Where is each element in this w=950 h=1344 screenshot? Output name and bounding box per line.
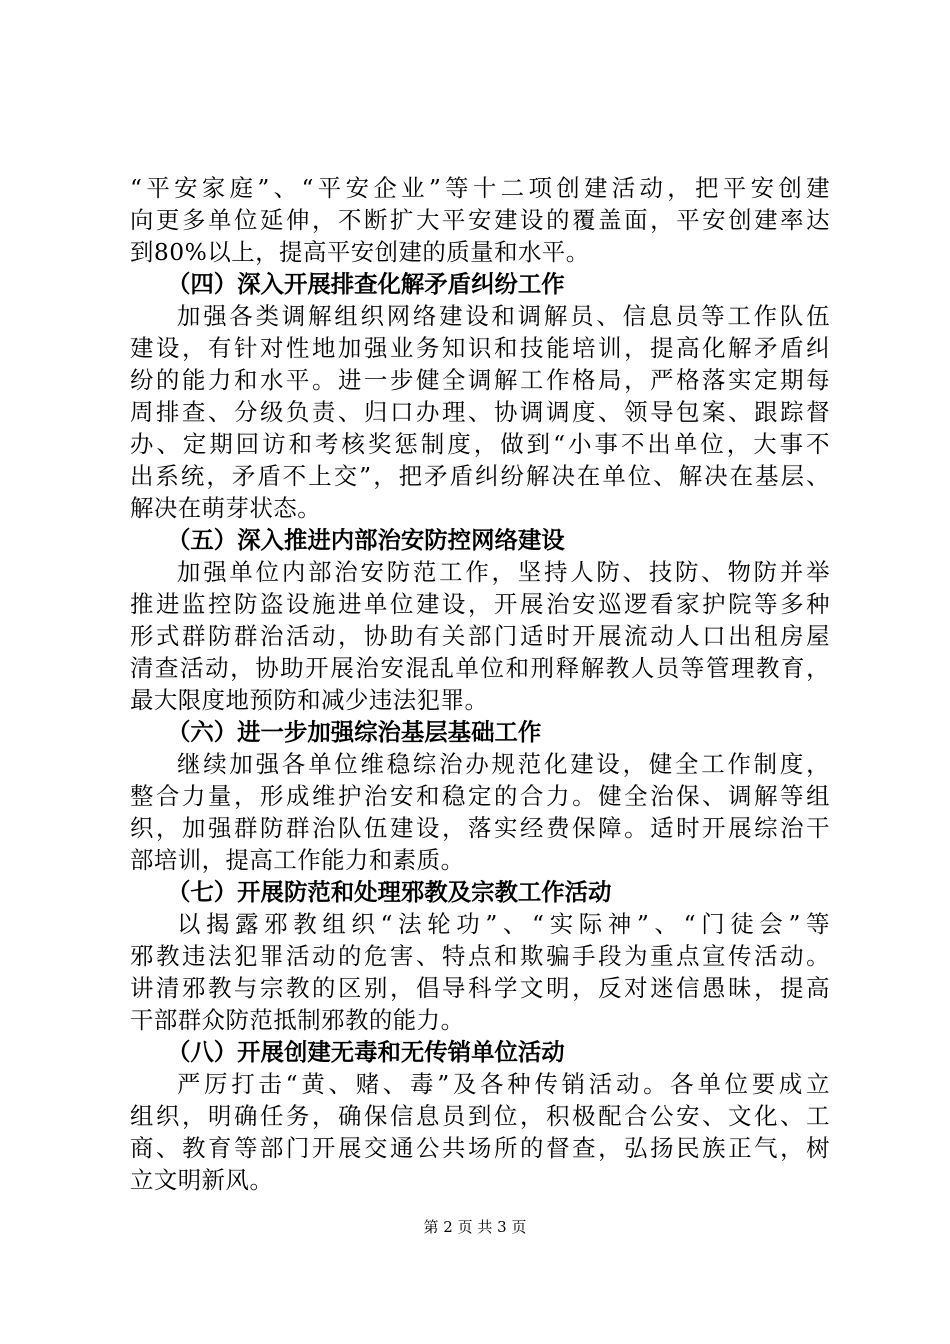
section-heading: （四）深入开展排查化解矛盾纠纷工作 (167, 270, 565, 298)
document-body (130, 172, 830, 1196)
paragraph (130, 172, 830, 268)
text-line: 干部群众防范抵制邪教的能力。 (130, 1006, 465, 1034)
text-line: 向更多单位延伸，不断扩大平安建设的覆盖面，平安创建率达 (130, 206, 830, 234)
text-line: 讲清邪教与宗教的区别，倡导科学文明，反对迷信愚昧，提高 (130, 974, 830, 1002)
text-line: 商、教育等部门开展交通公共场所的督查，弘扬民族正气，树 (130, 1134, 830, 1162)
paragraph (130, 908, 830, 1036)
text-line: 推进监控防盗设施进单位建设，开展治安巡逻看家护院等多种 (130, 590, 830, 618)
text-line: 组织，明确任务，确保信息员到位，积极配合公安、文化、工 (130, 1102, 830, 1130)
text-line: 严厉打击“黄、赌、毒”及各种传销活动。各单位要成立 (177, 1070, 830, 1098)
section-heading: （五）深入推进内部治安防控网络建设 (167, 526, 565, 554)
text-line: 周排查、分级负责、归口办理、协调调度、领导包案、跟踪督 (130, 398, 830, 426)
paragraph (130, 556, 830, 716)
text-line: 加强各类调解组织网络建设和调解员、信息员等工作队伍 (177, 302, 830, 330)
text-line: 织，加强群防群治队伍建设，落实经费保障。适时开展综治干 (130, 814, 830, 842)
page-footer: 第 2 页 共 3 页 (423, 1218, 527, 1236)
text-line: “平安家庭”、“平安企业”等十二项创建活动，把平安创建 (130, 174, 830, 202)
text-line: 以揭露邪教组织“法轮功”、“实际神”、“门徒会”等 (177, 910, 830, 938)
text-line: 解决在萌芽状态。 (130, 494, 322, 522)
text-line: 办、定期回访和考核奖惩制度，做到“小事不出单位，大事不 (130, 430, 830, 458)
text-line: 加强单位内部治安防范工作，坚持人防、技防、物防并举 (177, 558, 830, 586)
text-line: 建设，有针对性地加强业务知识和技能培训，提高化解矛盾纠 (130, 334, 830, 362)
paragraph (130, 1068, 830, 1196)
text-line: 邪教违法犯罪活动的危害、特点和欺骗手段为重点宣传活动。 (130, 942, 830, 970)
text-line: 最大限度地预防和减少违法犯罪。 (130, 686, 489, 714)
text-line: 立文明新风。 (130, 1166, 274, 1194)
paragraph (130, 748, 830, 876)
text-line: 部培训，提高工作能力和素质。 (130, 846, 465, 874)
section-heading: （七）开展防范和处理邪教及宗教工作活动 (167, 878, 612, 906)
text-line: 形式群防群治活动，协助有关部门适时开展流动人口出租房屋 (130, 622, 830, 650)
section-heading: （八）开展创建无毒和无传销单位活动 (167, 1038, 565, 1066)
text-line: 整合力量，形成维护治安和稳定的合力。健全治保、调解等组 (130, 782, 830, 810)
text-line: 出系统，矛盾不上交”，把矛盾纠纷解决在单位、解决在基层、 (130, 462, 830, 490)
text-line: 清查活动，协助开展治安混乱单位和刑释解教人员等管理教育， (130, 654, 830, 682)
text-line: 继续加强各单位维稳综治办规范化建设，健全工作制度， (177, 750, 830, 778)
section-heading: （六）进一步加强综治基层基础工作 (167, 718, 542, 746)
text-line: 纷的能力和水平。进一步健全调解工作格局，严格落实定期每 (130, 366, 830, 394)
paragraph (130, 300, 830, 524)
text-line: 到80%以上，提高平安创建的质量和水平。 (130, 238, 590, 266)
